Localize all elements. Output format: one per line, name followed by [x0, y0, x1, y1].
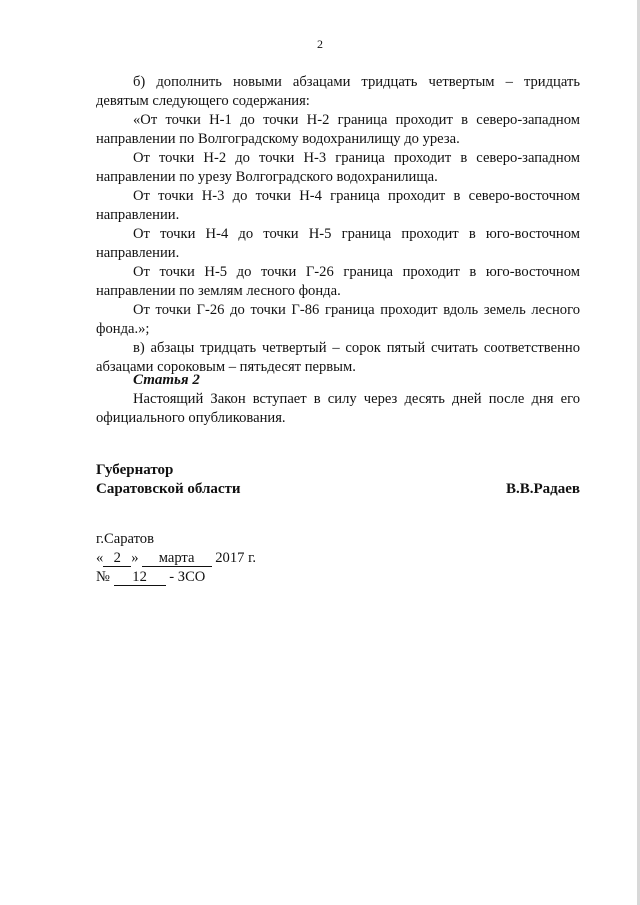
signature-block: [96, 461, 580, 499]
number-prefix: №: [96, 569, 110, 585]
quote-open: «: [96, 550, 104, 566]
article-text: Настоящий Закон вступает в силу через десять дней после дня его официального опубликования.: [96, 391, 580, 426]
date-day: 2: [103, 551, 131, 567]
article-title: Статья 2: [133, 372, 200, 388]
quote-close: »: [131, 550, 139, 566]
place-date-number: [96, 530, 256, 587]
date-line: [96, 549, 256, 568]
amendment-paragraph: От точки Н-2 до точки Н-3 граница проходит в северо-западном направлении по урезу Волгоградского водохранилища.: [96, 150, 580, 185]
page-number: 2: [317, 37, 323, 51]
amendment-paragraph: «От точки Н-1 до точки Н-2 граница проходит в северо-западном направлении по Волгоградскому водохранилищу до уреза.: [96, 112, 580, 147]
number-suffix: - ЗСО: [169, 569, 206, 585]
number-line: [96, 568, 256, 587]
date-year: 2017 г.: [215, 550, 257, 566]
amendment-paragraph: От точки Н-5 до точки Г-26 граница проходит в юго-восточном направлении по землям лесного фонда.: [96, 264, 580, 299]
signature-title-line2: Саратовской области: [96, 481, 241, 497]
law-number: 12: [114, 570, 166, 586]
article-body: [96, 390, 580, 428]
date-month: марта: [142, 551, 212, 567]
signature-name: В.В.Радаев: [505, 481, 580, 497]
amendment-text: [96, 73, 580, 377]
amendment-intro: б) дополнить новыми абзацами тридцать четвертым – тридцать девятым следующего содержания:: [96, 74, 580, 109]
amendment-closing: в) абзацы тридцать четвертый – сорок пятый считать соответственно абзацами сороковым – пятьдесят первым.: [96, 340, 580, 375]
city: г.Саратов: [96, 531, 154, 547]
amendment-paragraph: От точки Г-26 до точки Г-86 граница проходит вдоль земель лесного фонда.»;: [96, 302, 580, 337]
amendment-paragraph: От точки Н-4 до точки Н-5 граница проходит в юго-восточном направлении.: [96, 226, 580, 261]
signature-row: [96, 480, 580, 499]
amendment-paragraph: От точки Н-3 до точки Н-4 граница проходит в северо-восточном направлении.: [96, 188, 580, 223]
signature-title-line1: Губернатор: [96, 462, 174, 478]
